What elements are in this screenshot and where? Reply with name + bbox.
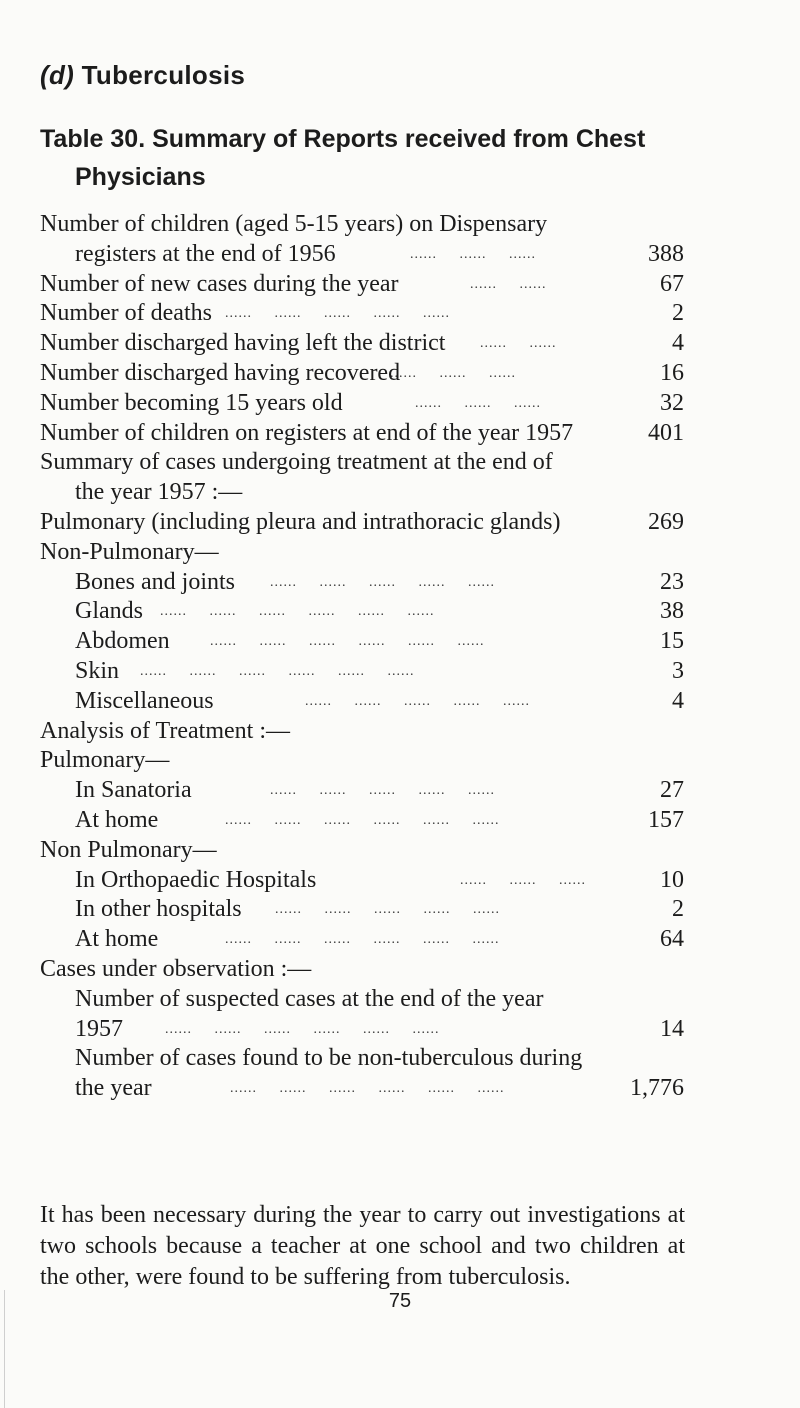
row-label: Non-Pulmonary—	[40, 538, 219, 565]
table-row	[40, 568, 684, 598]
section-heading	[40, 60, 245, 91]
table-row	[40, 299, 684, 329]
row-label: Number of children (aged 5-15 years) on Dispensary	[40, 211, 548, 237]
page-number: 75	[388, 1290, 412, 1312]
table-row	[40, 448, 684, 478]
row-label: In Sanatoria	[75, 777, 192, 804]
table-row	[40, 657, 684, 687]
leader-dots: ...... ...... ...... ...... ......	[305, 693, 530, 709]
row-value: 38	[660, 598, 684, 625]
summary-table	[40, 210, 684, 1104]
row-label: Abdomen	[75, 628, 170, 655]
table-row	[40, 627, 684, 657]
table-row	[40, 925, 684, 955]
row-label: Non Pulmonary—	[40, 836, 217, 863]
row-value: 2	[672, 300, 684, 327]
leader-dots: ...... ...... ...... ...... ......	[275, 902, 500, 918]
table-row	[40, 597, 684, 627]
table-row	[40, 1044, 684, 1074]
table-row	[40, 687, 684, 717]
table-row	[40, 776, 684, 806]
row-label: At home	[75, 806, 159, 833]
row-label: Number discharged having recovered	[40, 359, 401, 386]
section-title-text: Tuberculosis	[81, 60, 246, 90]
table-row	[40, 1074, 684, 1104]
leader-dots: ...... ...... ...... ...... ...... ......	[165, 1021, 440, 1037]
table-title-line2: Physicians	[75, 163, 206, 191]
row-label: Number of cases found to be non-tuberculous during	[75, 1045, 583, 1072]
row-label: Number discharged having left the district	[40, 330, 446, 357]
row-value: 67	[660, 270, 684, 297]
row-label: Number becoming 15 years old	[40, 389, 343, 416]
row-value: 32	[660, 389, 684, 416]
row-label: Number of suspected cases at the end of the year	[75, 985, 544, 1012]
row-label: Analysis of Treatment :—	[40, 717, 290, 744]
row-value: 401	[648, 419, 684, 446]
row-value: 27	[660, 777, 684, 804]
leader-dots: ...... ...... ...... ...... ......	[270, 574, 495, 590]
row-value: 2	[672, 896, 684, 923]
leader-dots: ...... ...... ......	[415, 395, 541, 411]
table-row	[40, 895, 684, 925]
paragraph: It has been necessary during the year to carry out investigations at two schools because a teacher at one school and two children at the other, were found to be suffering from tuberculosis.	[40, 1202, 685, 1290]
row-label: registers at the end of 1956	[75, 240, 336, 267]
row-value: 269	[648, 508, 684, 535]
row-label: Bones and joints	[75, 568, 235, 595]
leader-dots: ...... ......	[480, 336, 557, 352]
row-value: 64	[660, 926, 684, 953]
leader-dots: ...... ...... ......	[390, 365, 516, 381]
leader-dots: ...... ...... ......	[410, 246, 536, 262]
leader-dots: ...... ...... ...... ...... ...... ......	[160, 604, 435, 620]
row-label: In Orthopaedic Hospitals	[75, 866, 317, 893]
row-value: 3	[672, 657, 684, 684]
row-label: Glands	[75, 598, 143, 625]
row-value: 14	[660, 1015, 684, 1042]
table-row	[40, 270, 684, 300]
page-edge-divider	[4, 1290, 5, 1408]
table-row	[40, 478, 684, 508]
row-label: Pulmonary (including pleura and intrathoracic glands)	[40, 508, 561, 535]
table-row	[40, 1015, 684, 1045]
row-label: Miscellaneous	[75, 687, 214, 714]
section-letter: (d)	[40, 60, 75, 90]
table-row	[40, 389, 684, 419]
table-row	[40, 985, 684, 1015]
row-value: 388	[648, 240, 684, 267]
row-label: the year 1957 :—	[75, 479, 243, 506]
table-row	[40, 538, 684, 568]
table-row	[40, 955, 684, 985]
leader-dots: ...... ...... ...... ...... ...... ......	[225, 932, 500, 948]
row-value: 4	[672, 330, 684, 357]
table-row	[40, 746, 684, 776]
leader-dots: ...... ...... ...... ...... ...... ......	[225, 812, 500, 828]
row-value: 23	[660, 568, 684, 595]
row-value: 15	[660, 628, 684, 655]
row-label: Number of children on registers at end of the year 1957	[40, 419, 574, 446]
leader-dots: ...... ...... ...... ...... ......	[270, 783, 495, 799]
row-value: 10	[660, 866, 684, 893]
table-row	[40, 210, 684, 240]
row-label: Number of deaths	[40, 300, 212, 327]
table-row	[40, 359, 684, 389]
row-label: Cases under observation :—	[40, 955, 312, 982]
leader-dots: ...... ...... ...... ...... ...... ......	[230, 1081, 505, 1097]
table-row	[40, 717, 684, 747]
row-value: 4	[672, 687, 684, 714]
row-label: Summary of cases undergoing treatment at the end of	[40, 449, 553, 476]
leader-dots: ...... ...... ...... ...... ......	[225, 306, 450, 322]
row-label: the year	[75, 1075, 152, 1102]
table-row	[40, 419, 684, 449]
row-label: 1957	[75, 1015, 123, 1042]
leader-dots: ...... ...... ...... ...... ...... ......	[210, 634, 485, 650]
table-row	[40, 866, 684, 896]
table-row	[40, 806, 684, 836]
row-label: At home	[75, 926, 159, 953]
row-label: In other hospitals	[75, 896, 242, 923]
leader-dots: ...... ...... ......	[460, 872, 586, 888]
row-value: 16	[660, 359, 684, 386]
leader-dots: ...... ......	[470, 276, 547, 292]
table-row	[40, 329, 684, 359]
row-value: 157	[648, 806, 684, 833]
row-label: Skin	[75, 657, 120, 684]
table-title	[40, 120, 740, 196]
row-value: 1,776	[630, 1075, 684, 1102]
table-title-line1: Table 30. Summary of Reports received from Chest	[40, 125, 646, 153]
table-row	[40, 508, 684, 538]
table-row	[40, 836, 684, 866]
table-row	[40, 240, 684, 270]
row-label: Number of new cases during the year	[40, 270, 399, 297]
row-label: Pulmonary—	[40, 747, 170, 774]
leader-dots: ...... ...... ...... ...... ...... ......	[140, 663, 415, 679]
